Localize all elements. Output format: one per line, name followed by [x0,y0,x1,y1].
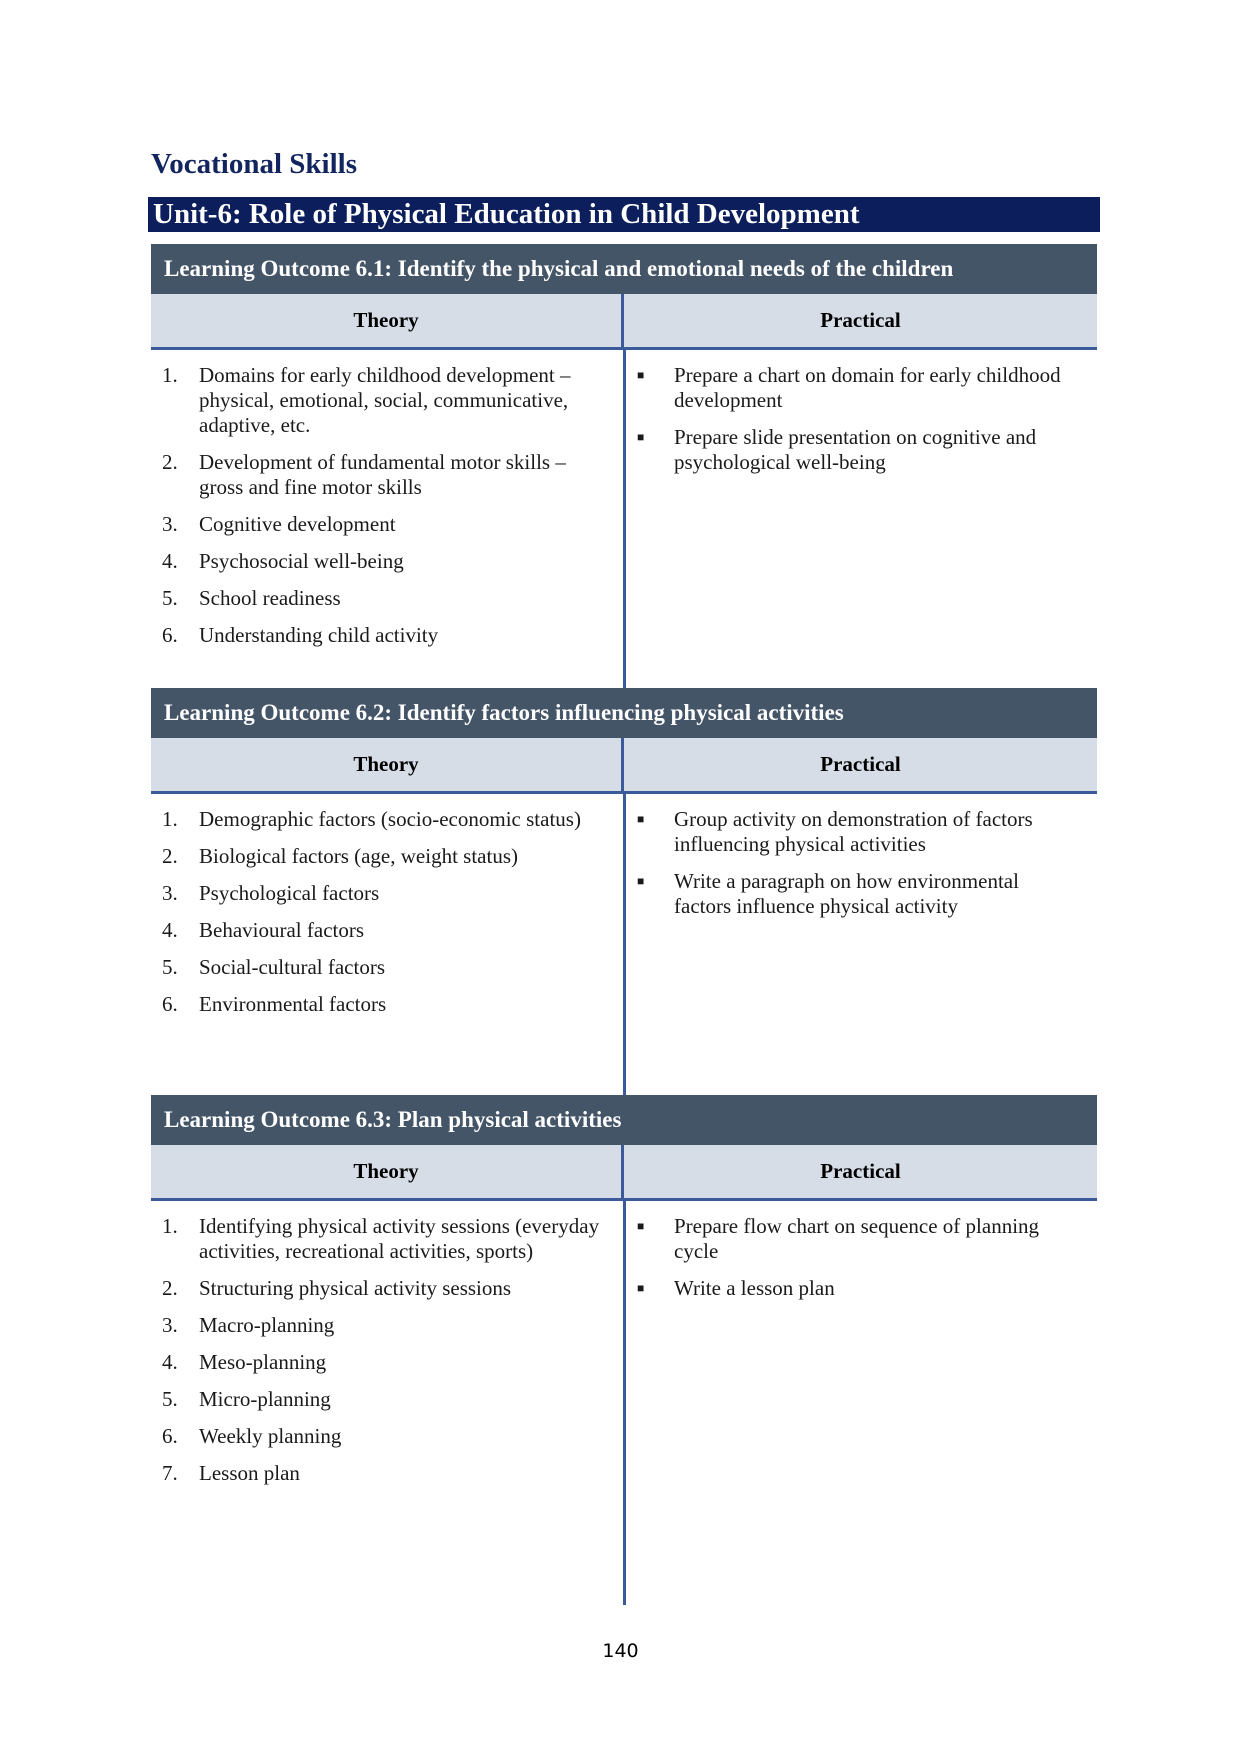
theory-item-text: Behavioural factors [199,918,365,942]
practical-column-header: Practical [820,1159,901,1183]
theory-column-header: Theory [151,294,624,347]
learning-outcome-title: Learning Outcome 6.3: Plan physical activities [151,1095,1097,1145]
theory-item-text: Structuring physical activity sessions [199,1276,512,1300]
theory-list-item [162,1350,613,1375]
column-headers [151,738,1097,794]
theory-item-text: Biological factors (age, weight status) [199,844,518,868]
theory-list-item [162,992,613,1017]
theory-list-item [162,1214,613,1264]
list-number: 2. [162,450,178,474]
list-number: 1. [162,363,178,387]
theory-item-text: Micro-planning [199,1387,331,1411]
practical-item-text: Write a lesson plan [674,1276,835,1300]
list-number: 3. [162,881,178,905]
theory-item-text: Domains for early childhood development – physical, emotional, social, communicative, adaptive, etc. [199,363,571,437]
outcome-body [151,1201,1097,1605]
practical-column [626,794,1097,1098]
practical-column-header: Practical [820,308,901,332]
list-number: 4. [162,549,178,573]
column-headers [151,294,1097,350]
practical-column [626,1201,1097,1605]
theory-list-item [162,586,613,611]
theory-list-item [162,955,613,980]
list-number: 5. [162,586,178,610]
square-bullet-icon: ■ [637,1281,645,1295]
theory-column [151,350,626,698]
theory-list-item [162,881,613,906]
practical-item-text: Group activity on demonstration of factors influencing physical activities [674,807,1033,856]
theory-column [151,794,626,1098]
learning-outcome-title: Learning Outcome 6.1: Identify the physical and emotional needs of the children [151,244,1097,294]
square-bullet-icon: ■ [637,368,645,382]
theory-column [151,1201,626,1605]
theory-item-text: Understanding child activity [199,623,439,647]
square-bullet-icon: ■ [637,874,645,888]
practical-item-text: Prepare flow chart on sequence of planning cycle [674,1214,1040,1263]
list-number: 4. [162,918,178,942]
theory-list-item [162,1313,613,1338]
theory-list [162,1214,613,1486]
learning-outcome-block [151,688,1097,1098]
learning-outcome-block [151,1095,1097,1605]
outcome-body [151,350,1097,698]
practical-item-text: Prepare a chart on domain for early childhood development [674,363,1061,412]
theory-item-text: Social-cultural factors [199,955,386,979]
theory-list-item [162,363,613,438]
theory-list-item [162,1387,613,1412]
practical-list [637,807,1081,919]
theory-list-item [162,844,613,869]
theory-item-text: Macro-planning [199,1313,335,1337]
practical-list-item [637,363,1081,413]
theory-item-text: Development of fundamental motor skills – gross and fine motor skills [199,450,566,499]
theory-item-text: Psychological factors [199,881,380,905]
list-number: 1. [162,807,178,831]
square-bullet-icon: ■ [637,812,645,826]
practical-list [637,363,1081,475]
section-title: Vocational Skills [151,148,358,180]
theory-item-text: Identifying physical activity sessions (everyday activities, recreational activities, sports) [199,1214,600,1263]
theory-column-header: Theory [151,1145,624,1198]
list-number: 2. [162,1276,178,1300]
theory-list-item [162,1461,613,1486]
list-number: 7. [162,1461,178,1485]
theory-list [162,807,613,1017]
list-number: 3. [162,512,178,536]
practical-item-text: Write a paragraph on how environmental factors influence physical activity [674,869,1019,918]
theory-item-text: Demographic factors (socio-economic status) [199,807,581,831]
list-number: 5. [162,1387,178,1411]
learning-outcome-title: Learning Outcome 6.2: Identify factors influencing physical activities [151,688,1097,738]
learning-outcome-block [151,244,1097,698]
list-number: 4. [162,1350,178,1374]
square-bullet-icon: ■ [637,1219,645,1233]
outcome-body [151,794,1097,1098]
square-bullet-icon: ■ [637,430,645,444]
practical-list [637,1214,1081,1301]
list-number: 6. [162,623,178,647]
page-number: 140 [602,1640,639,1662]
theory-item-text: Meso-planning [199,1350,327,1374]
list-number: 5. [162,955,178,979]
theory-list-item [162,807,613,832]
practical-column-header: Practical [820,752,901,776]
theory-list-item [162,623,613,648]
list-number: 3. [162,1313,178,1337]
theory-list [162,363,613,648]
practical-list-item [637,807,1081,857]
theory-list-item [162,918,613,943]
list-number: 1. [162,1214,178,1238]
unit-title: Unit-6: Role of Physical Education in Child Development [148,197,1100,232]
theory-item-text: Environmental factors [199,992,387,1016]
theory-item-text: Weekly planning [199,1424,342,1448]
practical-list-item [637,1214,1081,1264]
theory-item-text: School readiness [199,586,341,610]
list-number: 6. [162,992,178,1016]
theory-item-text: Psychosocial well-being [199,549,404,573]
practical-column [626,350,1097,698]
theory-column-header: Theory [151,738,624,791]
list-number: 2. [162,844,178,868]
practical-list-item [637,869,1081,919]
theory-list-item [162,549,613,574]
practical-list-item [637,1276,1081,1301]
theory-list-item [162,512,613,537]
practical-list-item [637,425,1081,475]
theory-list-item [162,450,613,500]
practical-item-text: Prepare slide presentation on cognitive and psychological well-being [674,425,1037,474]
theory-list-item [162,1424,613,1449]
column-headers [151,1145,1097,1201]
theory-item-text: Lesson plan [199,1461,300,1485]
theory-item-text: Cognitive development [199,512,396,536]
list-number: 6. [162,1424,178,1448]
theory-list-item [162,1276,613,1301]
